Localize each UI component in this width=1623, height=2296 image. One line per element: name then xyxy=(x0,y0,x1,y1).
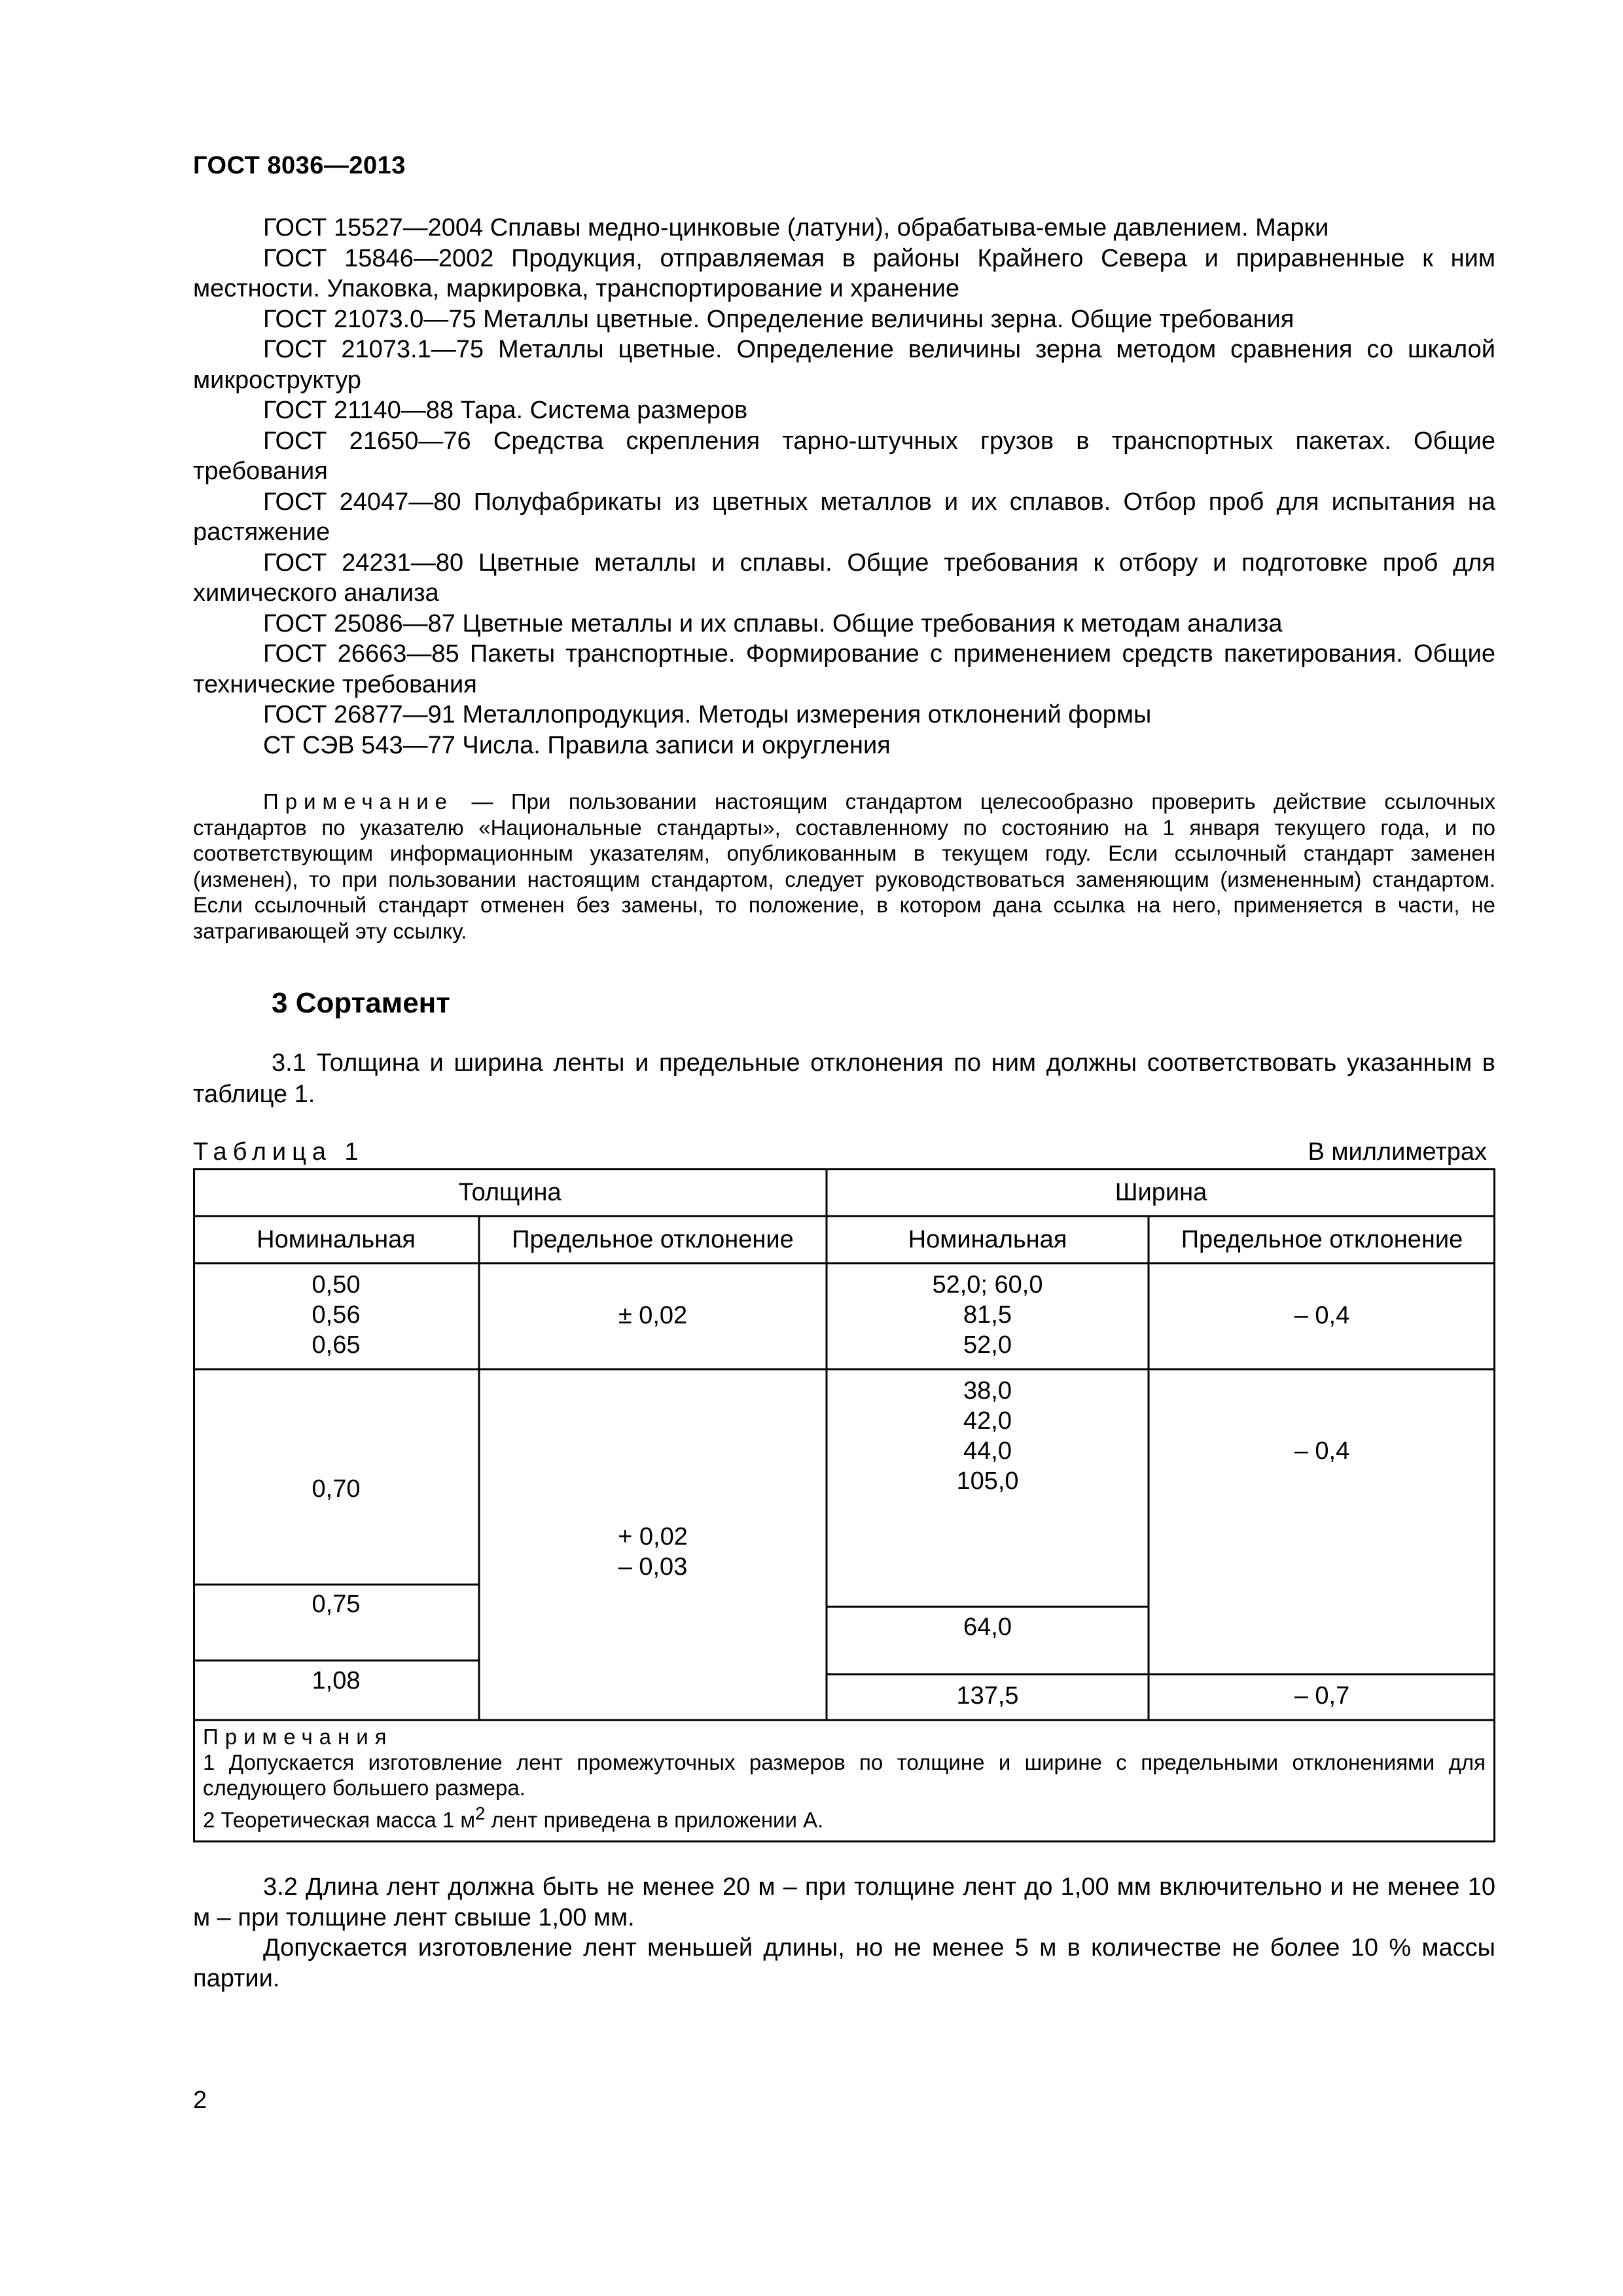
table-cell-value: 38,0 xyxy=(963,1377,1012,1405)
paragraph-3-1: 3.1 Толщина и ширина ленты и предельные отклонения по ним должны соответствовать указанным в таблице 1. xyxy=(193,1049,1495,1108)
table-cell-value: + 0,02 xyxy=(618,1523,688,1551)
row4-thickness: 1,08 xyxy=(312,1667,361,1695)
table-caption: Таблица 1 xyxy=(193,1138,365,1166)
rows23-width-deviation: – 0,4 xyxy=(1294,1437,1350,1465)
table-cell-value: 0,50 xyxy=(312,1271,361,1299)
table-cell-value: 52,0; 60,0 xyxy=(932,1271,1043,1299)
table-cell-value: 105,0 xyxy=(956,1467,1019,1495)
row4-width: 137,5 xyxy=(956,1682,1019,1710)
row4-width-deviation: – 0,7 xyxy=(1294,1682,1350,1710)
row2-thickness: 0,70 xyxy=(312,1475,361,1503)
note-text: — При пользовании настоящим стандартом целесообразно проверить действие ссылочных стандартов по указателю «Национальные стандарты», составленному по состоянию на 1 января текущего года, и по соответствующим информационным указателям, опубликованным в текущем году. Если ссылочный стандарт заменен (изменен), то при пользовании настоящим стандартом, следует руководствоваться заменяющим (измененным) стандартом. Если ссылочный стандарт отменен без замены, то положение, в котором дана ссылка на него, применяется в части, не затрагивающей эту ссылку. xyxy=(193,789,1495,943)
table-cell-value: 52,0 xyxy=(963,1331,1012,1359)
table-cell-value: 44,0 xyxy=(963,1437,1012,1465)
table-note-2 xyxy=(203,1801,1486,1833)
document-header: ГОСТ 8036—2013 xyxy=(193,152,406,179)
row3-width: 64,0 xyxy=(963,1613,1012,1641)
table-cell-value: 0,65 xyxy=(312,1331,361,1359)
reference-item: ГОСТ 15527—2004 Сплавы медно-цинковые (латуни), обрабатыва-емые давлением. Марки xyxy=(263,214,1329,242)
paragraph-3-2: 3.2 Длина лент должна быть не менее 20 м – при толщине лент до 1,00 мм включительно и не менее 10 м – при толщине лент свыше 1,00 мм. xyxy=(193,1873,1495,1931)
page-number: 2 xyxy=(193,2087,207,2114)
table-note-2-text: лент приведена в приложении А. xyxy=(485,1808,824,1832)
row1-thickness-deviation: ± 0,02 xyxy=(618,1302,688,1329)
note-label: Примечание xyxy=(263,789,454,814)
superscript: 2 xyxy=(475,1803,486,1823)
reference-item: ГОСТ 24231—80 Цветные металлы и сплавы. Общие требования к отбору и подготовке проб для химического анализа xyxy=(193,548,1495,607)
row1-thickness xyxy=(193,1270,479,1360)
header-nominal-thickness: Номинальная xyxy=(257,1226,416,1253)
header-nominal-width: Номинальная xyxy=(908,1226,1067,1253)
section-title: 3 Сортамент xyxy=(272,987,450,1019)
header-thickness-deviation: Предельное отклонение xyxy=(512,1226,794,1253)
table-note-2-text: 2 Теоретическая масса 1 м xyxy=(203,1808,476,1832)
reference-item: ГОСТ 26877—91 Металлопродукция. Методы измерения отклонений формы xyxy=(263,701,1152,728)
row3-thickness: 0,75 xyxy=(312,1590,361,1618)
header-thickness-group: Толщина xyxy=(458,1178,562,1206)
table-cell-value: – 0,03 xyxy=(618,1553,688,1581)
rows234-thickness-deviation xyxy=(479,1522,827,1582)
row1-width xyxy=(827,1270,1149,1360)
table-notes-label: Примечания xyxy=(203,1725,393,1749)
table-cell-value: 81,5 xyxy=(963,1301,1012,1329)
reference-item: ГОСТ 24047—80 Полуфабрикаты из цветных металлов и их сплавов. Отбор проб для испытания на растяжение xyxy=(193,488,1495,546)
paragraph-3-2b: Допускается изготовление лент меньшей длины, но не менее 5 м в количестве не более 10 % массы партии. xyxy=(193,1934,1495,1992)
reference-item: ГОСТ 15846—2002 Продукция, отправляемая в районы Крайнего Севера и приравненные к ним местности. Упаковка, маркировка, транспортирование и хранение xyxy=(193,244,1495,302)
normative-references xyxy=(193,213,1495,761)
table-note-1: 1 Допускается изготовление лент промежуточных размеров по толщине и ширине с предельными отклонениями для следующего большего размера. xyxy=(203,1750,1486,1800)
reference-item: ГОСТ 21650—76 Средства скрепления тарно-штучных грузов в транспортных пакетах. Общие требования xyxy=(193,427,1495,485)
reference-item: ГОСТ 21073.1—75 Металлы цветные. Определение величины зерна методом сравнения со шкалой микроструктур xyxy=(193,336,1495,394)
table-cell-value: 42,0 xyxy=(963,1407,1012,1435)
reference-item: ГОСТ 25086—87 Цветные металлы и их сплавы. Общие требования к методам анализа xyxy=(263,609,1283,637)
table-notes xyxy=(203,1724,1486,1833)
reference-item: ГОСТ 21073.0—75 Металлы цветные. Определение величины зерна. Общие требования xyxy=(263,305,1294,333)
row1-width-deviation: – 0,4 xyxy=(1294,1302,1350,1329)
reference-item: ГОСТ 26663—85 Пакеты транспортные. Формирование с применением средств пакетирования. Общие технические требования xyxy=(193,640,1495,698)
table-unit: В миллиметрах xyxy=(1308,1138,1487,1166)
header-width-deviation: Предельное отклонение xyxy=(1181,1226,1463,1253)
section-3-2 xyxy=(193,1872,1495,1994)
reference-item: ГОСТ 21140—88 Тара. Система размеров xyxy=(263,397,748,424)
header-width-group: Ширина xyxy=(1115,1178,1207,1206)
references-note xyxy=(193,789,1495,944)
row2-width xyxy=(827,1376,1149,1496)
reference-item: СТ СЭВ 543—77 Числа. Правила записи и округления xyxy=(263,731,891,759)
table-cell-value: 0,56 xyxy=(312,1301,361,1329)
